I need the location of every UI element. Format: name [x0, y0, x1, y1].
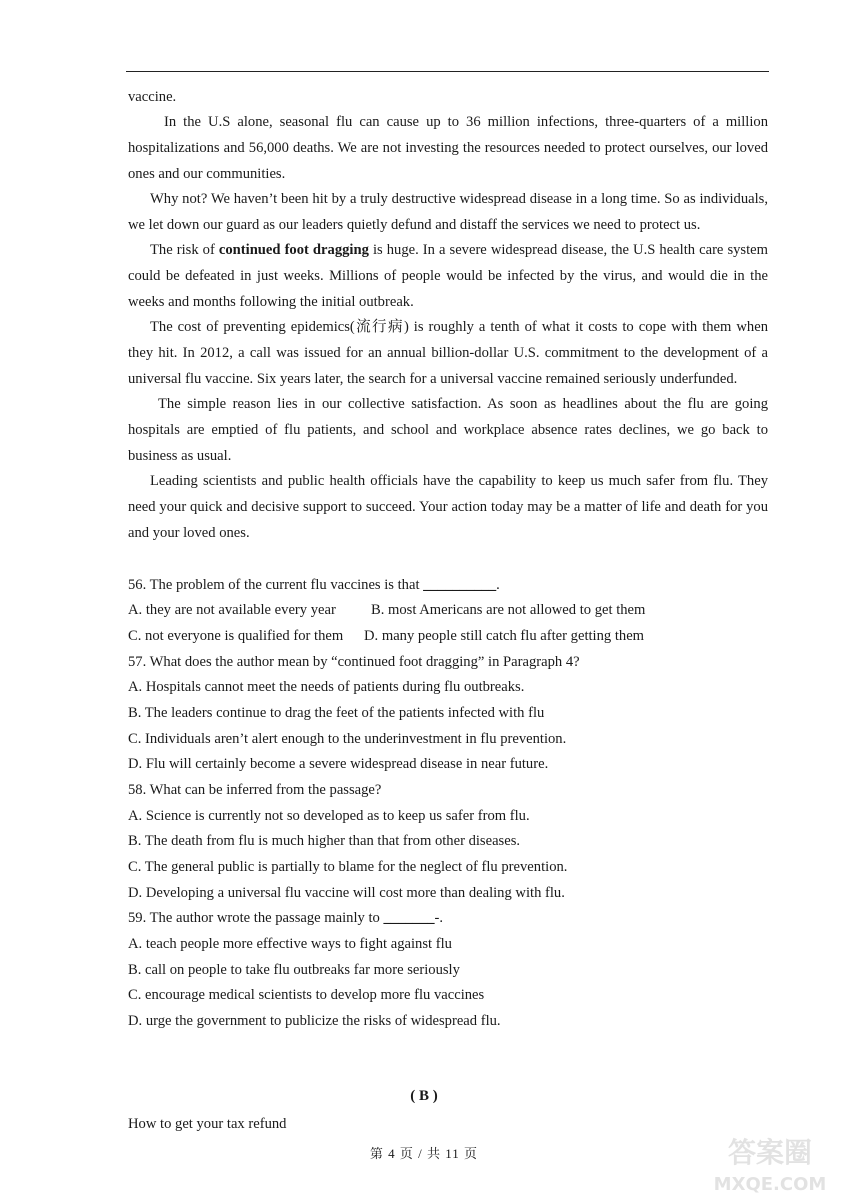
question-59-option-a: A. teach people more effective ways to fight against flu — [128, 936, 452, 952]
passage-continuation: vaccine. — [128, 89, 177, 105]
question-58-option-a: A. Science is currently not so developed as to keep us safer from flu. — [128, 808, 530, 824]
answer-blank: _______ — [383, 910, 435, 926]
question-56-option-a: A. they are not available every year — [128, 602, 336, 618]
header-rule — [126, 71, 769, 72]
question-59-option-b: B. call on people to take flu outbreaks far more seriously — [128, 962, 460, 978]
question-56-option-b: B. most Americans are not allowed to get them — [371, 602, 646, 618]
question-59-text: 59. The author wrote the passage mainly to — [128, 910, 384, 926]
passage-paragraph-6: Leading scientists and public health officials have the capability to keep us much safer from flu. They need your quick and decisive support to succeed. Your action today may be a matter of life and death for you and your loved ones. — [128, 473, 768, 541]
paragraph-3-rest: is huge. In a severe widespread disease, the U.S health care system could be defeated in just weeks. Millions of people would be infected by the virus, and would die in the weeks and months following the initial outbreak. — [128, 242, 768, 310]
paragraph-3-lead: The risk of — [150, 242, 219, 258]
passage-paragraph-1: In the U.S alone, seasonal flu can cause up to 36 million infections, three-quarters of a million hospitalizations and 56,000 deaths. We are not investing the resources needed to protect ourselves, our loved ones and our communities. — [128, 114, 768, 182]
question-56-stem — [128, 576, 500, 594]
question-56-text: 56. The problem of the current flu vaccines is that — [128, 577, 424, 593]
question-56-option-d: D. many people still catch flu after getting them — [364, 628, 645, 644]
question-58-stem: 58. What can be inferred from the passage? — [128, 782, 382, 798]
question-56-end: . — [496, 577, 500, 593]
question-57-stem: 57. What does the author mean by “continued foot dragging” in Paragraph 4? — [128, 654, 580, 670]
question-58-option-c: C. The general public is partially to blame for the neglect of flu prevention. — [128, 859, 568, 875]
key-phrase: continued foot dragging — [218, 242, 369, 258]
question-59-option-d: D. urge the government to publicize the risks of widespread flu. — [128, 1013, 501, 1029]
watermark-logo — [706, 1132, 834, 1196]
question-59-stem — [128, 909, 443, 927]
section-heading: ( B ) — [410, 1088, 438, 1104]
question-59-end: -. — [434, 910, 444, 926]
question-58-option-b: B. The death from flu is much higher than that from other diseases. — [128, 833, 521, 849]
question-57-option-b: B. The leaders continue to drag the feet of the patients infected with flu — [128, 705, 545, 721]
answer-blank: __________ — [423, 577, 497, 593]
watermark-logo-text: 答案圈 — [727, 1136, 813, 1169]
question-57-option-a: A. Hospitals cannot meet the needs of patients during flu outbreaks. — [128, 679, 525, 695]
page-number: 第 4 页 / 共 11 页 — [369, 1146, 479, 1161]
question-57-option-d: D. Flu will certainly become a severe widespread disease in near future. — [128, 756, 549, 772]
watermark-site-text: MXQE.COM — [713, 1174, 827, 1195]
question-57-option-c: C. Individuals aren’t alert enough to the underinvestment in flu prevention. — [128, 731, 567, 747]
passage-paragraph-5: The simple reason lies in our collective satisfaction. As soon as headlines about the flu are going hospitals are emptied of flu patients, and school and workplace absence rates declines, we go back to business as usual. — [128, 396, 768, 464]
passage-paragraph-4: The cost of preventing epidemics(流行病) is roughly a tenth of what it costs to cope with them when they hit. In 2012, a call was issued for an annual billion-dollar U.S. commitment to the development of a universal flu vaccine. Six years later, the search for a universal vaccine remained seriously underfunded. — [128, 319, 768, 387]
question-56-option-c: C. not everyone is qualified for them — [128, 628, 344, 644]
passage-paragraph-3 — [128, 238, 768, 315]
question-58-option-d: D. Developing a universal flu vaccine will cost more than dealing with flu. — [128, 885, 565, 901]
question-59-option-c: C. encourage medical scientists to develop more flu vaccines — [128, 987, 485, 1003]
passage-paragraph-2: Why not? We haven’t been hit by a truly destructive widespread disease in a long time. So as individuals, we let down our guard as our leaders quietly defund and distaff the services we need to protect us. — [128, 191, 768, 233]
section-title: How to get your tax refund — [128, 1116, 287, 1132]
